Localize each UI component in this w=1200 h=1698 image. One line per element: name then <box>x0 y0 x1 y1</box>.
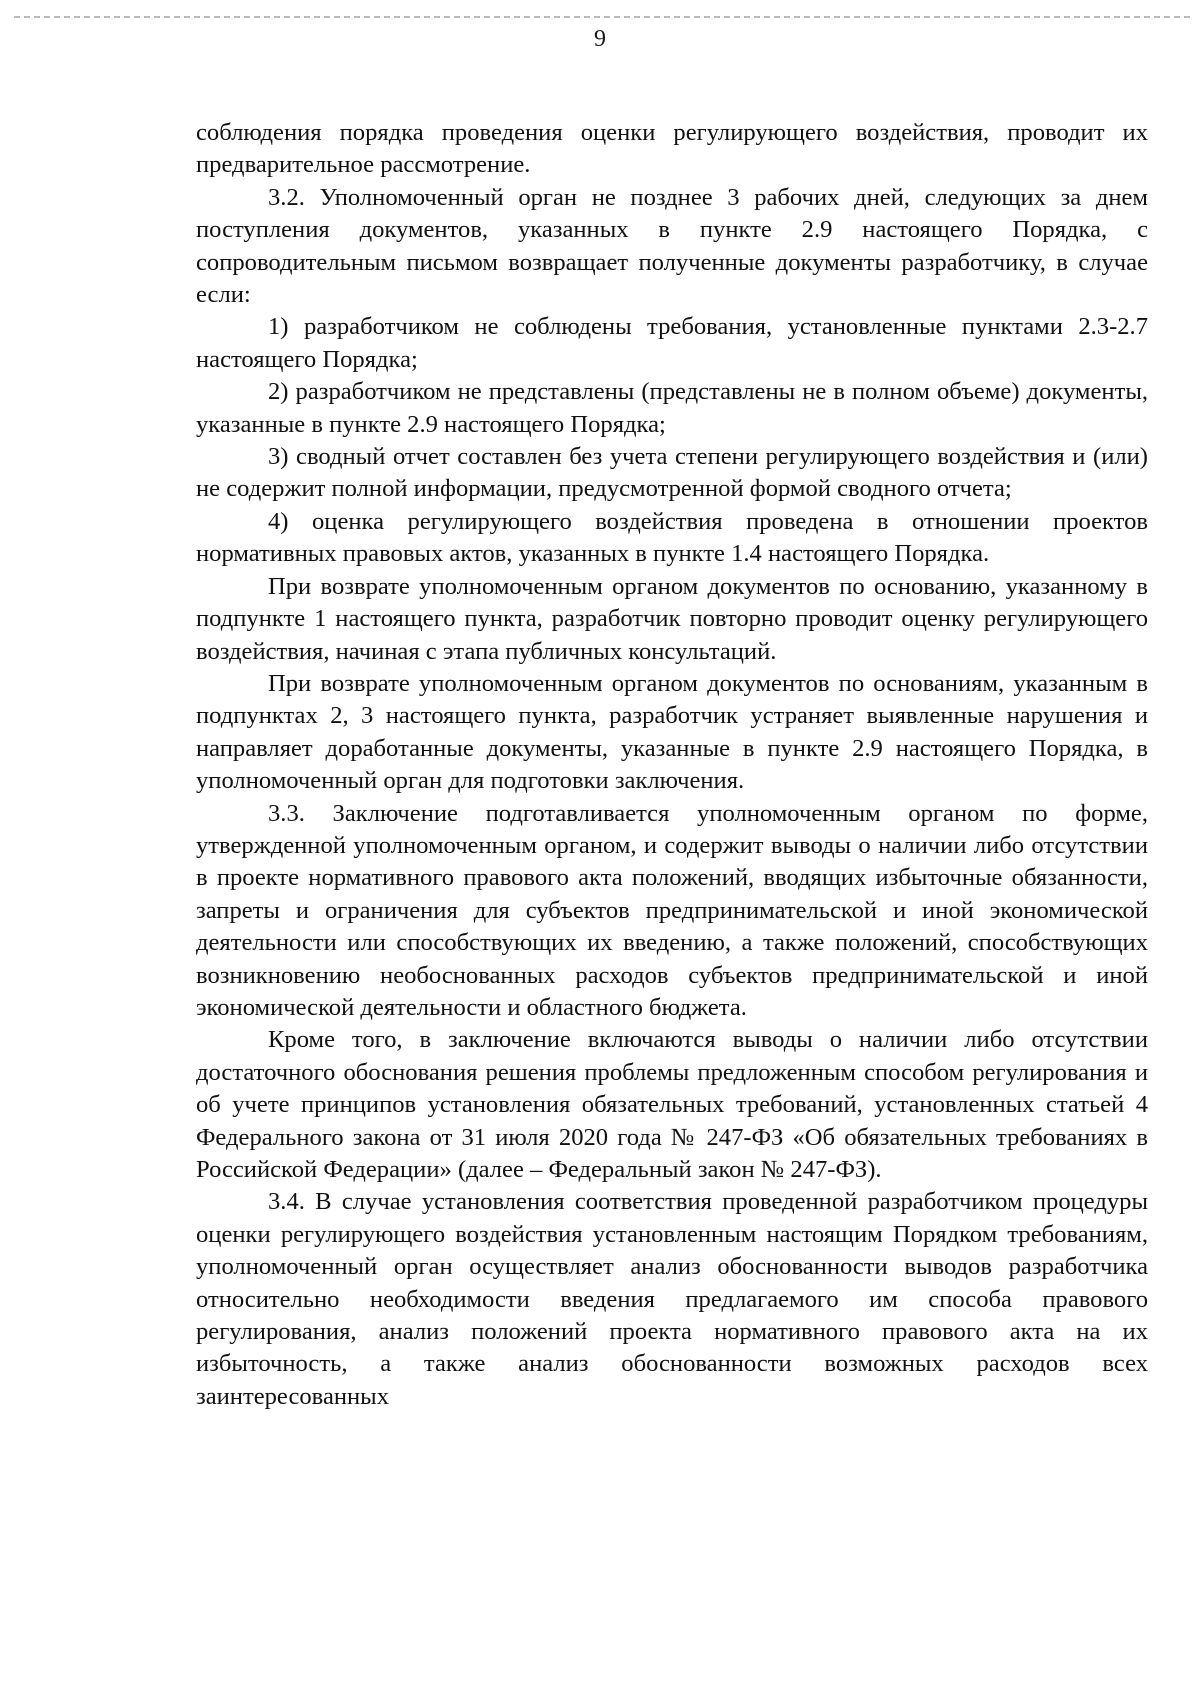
paragraph-additionally: Кроме того, в заключение включаются выводы о наличии либо отсутствии достаточного обоснования решения проблемы предложенным способом регулирования и об учете принципов установления обязательных требований, установленных статьей 4 Федерального закона от 31 июля 2020 года № 247-ФЗ «Об обязательных требованиях в Российской Федерации» (далее – Федеральный закон № 247-ФЗ). <box>196 1026 1148 1183</box>
list-item-2: 2) разработчиком не представлены (представлены не в полном объеме) документы, указанные в пункте 2.9 настоящего Порядка; <box>196 378 1148 438</box>
scan-edge-line <box>14 16 1190 18</box>
page-number: 9 <box>594 26 606 52</box>
paragraph-3-4: 3.4. В случае установления соответствия проведенной разработчиком процедуры оценки регулирующего воздействия установленным настоящим Порядком требованиям, уполномоченный орган осуществляет анализ обоснованности выводов разработчика относительно необходимости введения предлагаемого им способа правового регулирования, анализ положений проекта нормативного правового акта на их избыточность, а также анализ обоснованности возможных расходов всех заинтересованных <box>196 1188 1148 1410</box>
paragraph-3-3: 3.3. Заключение подготавливается уполномоченным органом по форме, утвержденной уполномоченным органом, и содержит выводы о наличии либо отсутствии в проекте нормативного правового акта положений, вводящих избыточные обязанности, запреты и ограничения для субъектов предпринимательской и иной экономической деятельности или способствующих их введению, а также положений, способствующих возникновению необоснованных расходов субъектов предпринимательской и иной экономической деятельности и областного бюджета. <box>196 799 1148 1021</box>
paragraph-return-2-3: При возврате уполномоченным органом документов по основаниям, указанным в подпунктах 2, 3 настоящего пункта, разработчик устраняет выявленные нарушения и направляет доработанные документы, указанные в пункте 2.9 настоящего Порядка, в уполномоченный орган для подготовки заключения. <box>196 669 1148 795</box>
list-item-1: 1) разработчиком не соблюдены требования, установленные пунктами 2.3-2.7 настоящего Порядка; <box>196 313 1148 373</box>
document-body <box>196 117 1148 1413</box>
list-item-3: 3) сводный отчет составлен без учета степени регулирующего воздействия и (или) не содержит полной информации, предусмотренной формой сводного отчета; <box>196 443 1148 503</box>
paragraph-continuation: соблюдения порядка проведения оценки регулирующего воздействия, проводит их предварительное рассмотрение. <box>196 119 1148 179</box>
list-item-4: 4) оценка регулирующего воздействия проведена в отношении проектов нормативных правовых актов, указанных в пункте 1.4 настоящего Порядка. <box>196 507 1148 568</box>
paragraph-3-2: 3.2. Уполномоченный орган не позднее 3 рабочих дней, следующих за днем поступления документов, указанных в пункте 2.9 настоящего Порядка, с сопроводительным письмом возвращает полученные документы разработчику, в случае если: <box>196 183 1148 309</box>
paragraph-return-1: При возврате уполномоченным органом документов по основанию, указанному в подпункте 1 настоящего пункта, разработчик повторно проводит оценку регулирующего воздействия, начиная с этапа публичных консультаций. <box>196 572 1148 665</box>
